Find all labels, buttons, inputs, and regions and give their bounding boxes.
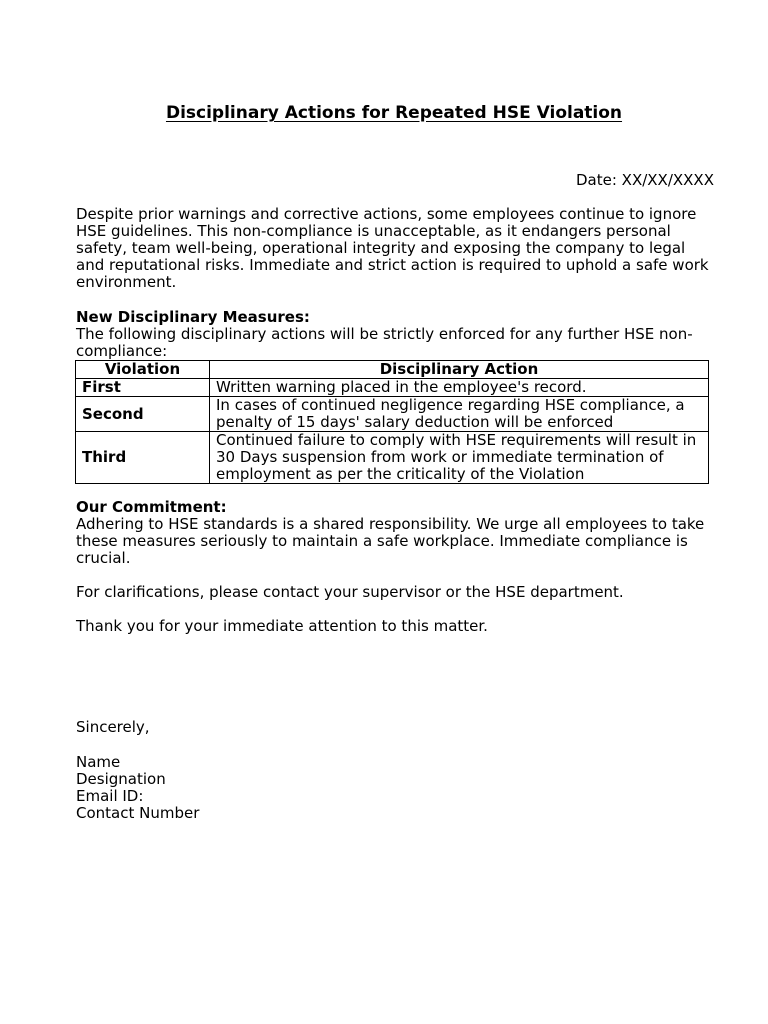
document-date: Date: XX/XX/XXXX xyxy=(576,171,714,189)
disciplinary-table xyxy=(75,360,709,484)
signature-name: Name xyxy=(76,753,121,771)
commitment-heading: Our Commitment: xyxy=(76,498,227,516)
signature-email: Email ID: xyxy=(76,787,144,805)
document-title xyxy=(0,102,768,124)
clarification-paragraph: For clarifications, please contact your supervisor or the HSE department. xyxy=(76,583,624,601)
intro-paragraph: Despite prior warnings and corrective actions, some employees continue to ignore HSE guidelines. This non-compliance is unacceptable, as it endangers personal safety, team well-being, operational integrity and exposing the company to legal and reputational risks. Immediate and strict action is required to uphold a safe work environment. xyxy=(76,205,709,291)
signature-contact: Contact Number xyxy=(76,804,200,822)
table-row xyxy=(76,379,709,397)
violation-cell: Third xyxy=(76,432,210,484)
measures-heading: New Disciplinary Measures: xyxy=(76,308,310,326)
closing-salutation: Sincerely, xyxy=(76,718,150,736)
measures-intro: The following disciplinary actions will be strictly enforced for any further HSE non-compliance: xyxy=(76,325,693,360)
violation-cell: Second xyxy=(76,397,210,432)
thanks-paragraph: Thank you for your immediate attention to this matter. xyxy=(76,617,488,635)
document-title-text: Disciplinary Actions for Repeated HSE Violation xyxy=(165,103,623,123)
column-header-violation: Violation xyxy=(76,361,210,379)
action-cell: In cases of continued negligence regarding HSE compliance, a penalty of 15 days' salary deduction will be enforced xyxy=(210,397,709,432)
column-header-action: Disciplinary Action xyxy=(210,361,709,379)
violation-cell: First xyxy=(76,379,210,397)
table-row xyxy=(76,397,709,432)
commitment-paragraph: Adhering to HSE standards is a shared responsibility. We urge all employees to take these measures seriously to maintain a safe workplace. Immediate compliance is crucial. xyxy=(76,515,705,567)
action-cell: Written warning placed in the employee's record. xyxy=(210,379,709,397)
signature-designation: Designation xyxy=(76,770,166,788)
table-row xyxy=(76,432,709,484)
action-cell: Continued failure to comply with HSE requirements will result in 30 Days suspension from work or immediate termination of employment as per the criticality of the Violation xyxy=(210,432,709,484)
table-header-row xyxy=(76,361,709,379)
